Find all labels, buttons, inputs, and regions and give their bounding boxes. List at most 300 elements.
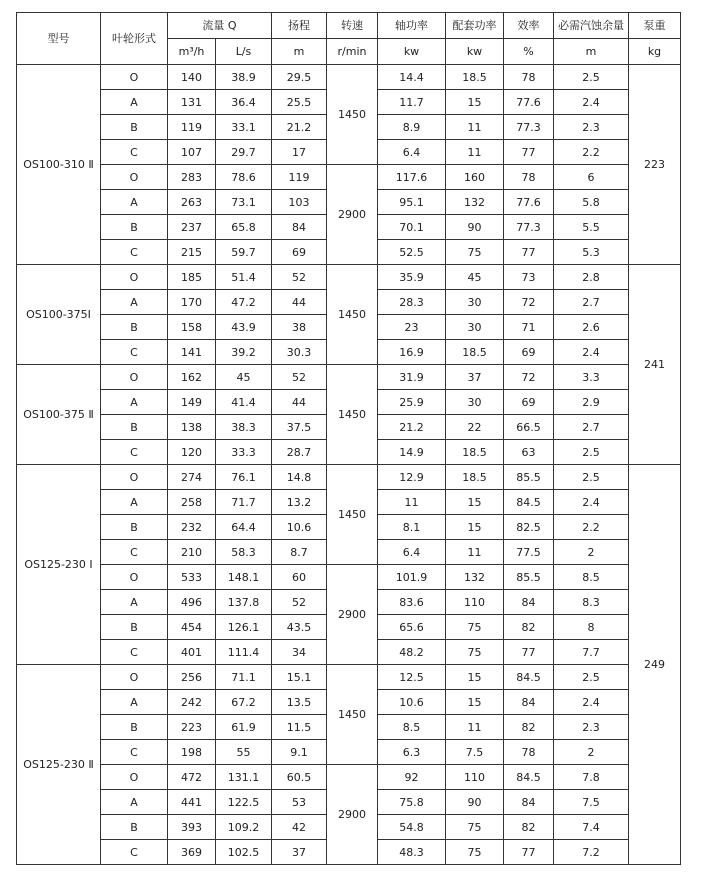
npshr: 6 — [554, 165, 629, 190]
flow-ls: 38.9 — [216, 65, 272, 90]
table-body — [17, 65, 681, 865]
speed-cell: 1450 — [327, 665, 378, 765]
impeller-type: A — [101, 490, 168, 515]
motor-power: 18.5 — [446, 440, 504, 465]
shaft-power: 35.9 — [378, 265, 446, 290]
unit-flow-ls: L/s — [216, 39, 272, 65]
flow-ls: 41.4 — [216, 390, 272, 415]
shaft-power: 8.5 — [378, 715, 446, 740]
flow-m3h: 170 — [168, 290, 216, 315]
impeller-type: C — [101, 640, 168, 665]
impeller-type: C — [101, 340, 168, 365]
shaft-power: 14.4 — [378, 65, 446, 90]
motor-power: 160 — [446, 165, 504, 190]
efficiency: 77.6 — [504, 190, 554, 215]
model-cell: OS125-230 Ⅰ — [17, 465, 101, 665]
table-row — [17, 365, 681, 390]
impeller-type: C — [101, 140, 168, 165]
flow-m3h: 496 — [168, 590, 216, 615]
flow-ls: 64.4 — [216, 515, 272, 540]
head: 15.1 — [272, 665, 327, 690]
flow-ls: 137.8 — [216, 590, 272, 615]
shaft-power: 83.6 — [378, 590, 446, 615]
motor-power: 11 — [446, 715, 504, 740]
npshr: 2.5 — [554, 440, 629, 465]
npshr: 7.2 — [554, 840, 629, 865]
head: 44 — [272, 290, 327, 315]
unit-flow-m3h: m³/h — [168, 39, 216, 65]
shaft-power: 117.6 — [378, 165, 446, 190]
unit-head: m — [272, 39, 327, 65]
shaft-power: 6.4 — [378, 140, 446, 165]
motor-power: 75 — [446, 640, 504, 665]
shaft-power: 6.3 — [378, 740, 446, 765]
npshr: 2.4 — [554, 90, 629, 115]
unit-efficiency: % — [504, 39, 554, 65]
efficiency: 77.3 — [504, 215, 554, 240]
motor-power: 18.5 — [446, 465, 504, 490]
efficiency: 77.6 — [504, 90, 554, 115]
motor-power: 132 — [446, 190, 504, 215]
flow-m3h: 533 — [168, 565, 216, 590]
efficiency: 66.5 — [504, 415, 554, 440]
head: 103 — [272, 190, 327, 215]
flow-m3h: 369 — [168, 840, 216, 865]
impeller-type: C — [101, 240, 168, 265]
flow-ls: 33.1 — [216, 115, 272, 140]
shaft-power: 25.9 — [378, 390, 446, 415]
efficiency: 71 — [504, 315, 554, 340]
npshr: 5.5 — [554, 215, 629, 240]
weight-cell: 249 — [629, 465, 681, 865]
npshr: 2.4 — [554, 690, 629, 715]
table-header — [17, 13, 681, 65]
npshr: 7.4 — [554, 815, 629, 840]
impeller-type: O — [101, 165, 168, 190]
shaft-power: 92 — [378, 765, 446, 790]
flow-ls: 67.2 — [216, 690, 272, 715]
npshr: 2.8 — [554, 265, 629, 290]
flow-m3h: 141 — [168, 340, 216, 365]
efficiency: 72 — [504, 290, 554, 315]
impeller-type: O — [101, 665, 168, 690]
motor-power: 30 — [446, 390, 504, 415]
impeller-type: C — [101, 840, 168, 865]
npshr: 3.3 — [554, 365, 629, 390]
header-model: 型号 — [17, 13, 101, 65]
motor-power: 90 — [446, 215, 504, 240]
motor-power: 110 — [446, 590, 504, 615]
npshr: 2 — [554, 740, 629, 765]
flow-ls: 55 — [216, 740, 272, 765]
motor-power: 15 — [446, 490, 504, 515]
flow-m3h: 256 — [168, 665, 216, 690]
impeller-type: A — [101, 590, 168, 615]
flow-ls: 59.7 — [216, 240, 272, 265]
table-row — [17, 265, 681, 290]
npshr: 2 — [554, 540, 629, 565]
impeller-type: B — [101, 815, 168, 840]
flow-m3h: 223 — [168, 715, 216, 740]
motor-power: 110 — [446, 765, 504, 790]
motor-power: 75 — [446, 840, 504, 865]
head: 34 — [272, 640, 327, 665]
motor-power: 7.5 — [446, 740, 504, 765]
impeller-type: B — [101, 615, 168, 640]
efficiency: 85.5 — [504, 465, 554, 490]
impeller-type: B — [101, 515, 168, 540]
head: 9.1 — [272, 740, 327, 765]
flow-ls: 45 — [216, 365, 272, 390]
header-efficiency: 效率 — [504, 13, 554, 39]
impeller-type: B — [101, 315, 168, 340]
flow-ls: 76.1 — [216, 465, 272, 490]
shaft-power: 95.1 — [378, 190, 446, 215]
unit-motor-power: kw — [446, 39, 504, 65]
npshr: 2.2 — [554, 515, 629, 540]
npshr: 7.7 — [554, 640, 629, 665]
impeller-type: O — [101, 765, 168, 790]
head: 38 — [272, 315, 327, 340]
flow-m3h: 274 — [168, 465, 216, 490]
efficiency: 78 — [504, 65, 554, 90]
motor-power: 37 — [446, 365, 504, 390]
npshr: 2.5 — [554, 465, 629, 490]
npshr: 2.9 — [554, 390, 629, 415]
shaft-power: 8.9 — [378, 115, 446, 140]
flow-ls: 47.2 — [216, 290, 272, 315]
pump-spec-table — [16, 12, 681, 865]
shaft-power: 31.9 — [378, 365, 446, 390]
flow-m3h: 198 — [168, 740, 216, 765]
motor-power: 75 — [446, 615, 504, 640]
shaft-power: 12.9 — [378, 465, 446, 490]
shaft-power: 70.1 — [378, 215, 446, 240]
head: 52 — [272, 265, 327, 290]
speed-cell: 2900 — [327, 765, 378, 865]
head: 44 — [272, 390, 327, 415]
flow-ls: 102.5 — [216, 840, 272, 865]
flow-ls: 38.3 — [216, 415, 272, 440]
flow-m3h: 149 — [168, 390, 216, 415]
flow-m3h: 185 — [168, 265, 216, 290]
motor-power: 30 — [446, 290, 504, 315]
flow-m3h: 263 — [168, 190, 216, 215]
head: 43.5 — [272, 615, 327, 640]
motor-power: 15 — [446, 90, 504, 115]
efficiency: 82 — [504, 715, 554, 740]
header-motor-power: 配套功率 — [446, 13, 504, 39]
flow-m3h: 454 — [168, 615, 216, 640]
flow-m3h: 162 — [168, 365, 216, 390]
speed-cell: 2900 — [327, 565, 378, 665]
npshr: 8 — [554, 615, 629, 640]
head: 37 — [272, 840, 327, 865]
flow-m3h: 215 — [168, 240, 216, 265]
flow-m3h: 131 — [168, 90, 216, 115]
table-row — [17, 165, 681, 190]
head: 10.6 — [272, 515, 327, 540]
head: 11.5 — [272, 715, 327, 740]
head: 119 — [272, 165, 327, 190]
flow-ls: 71.7 — [216, 490, 272, 515]
shaft-power: 52.5 — [378, 240, 446, 265]
shaft-power: 10.6 — [378, 690, 446, 715]
impeller-type: B — [101, 115, 168, 140]
shaft-power: 14.9 — [378, 440, 446, 465]
motor-power: 75 — [446, 240, 504, 265]
npshr: 5.8 — [554, 190, 629, 215]
efficiency: 78 — [504, 740, 554, 765]
shaft-power: 54.8 — [378, 815, 446, 840]
flow-ls: 78.6 — [216, 165, 272, 190]
flow-ls: 73.1 — [216, 190, 272, 215]
unit-npshr: m — [554, 39, 629, 65]
flow-ls: 126.1 — [216, 615, 272, 640]
flow-ls: 71.1 — [216, 665, 272, 690]
npshr: 2.5 — [554, 65, 629, 90]
shaft-power: 48.3 — [378, 840, 446, 865]
flow-m3h: 210 — [168, 540, 216, 565]
npshr: 2.4 — [554, 490, 629, 515]
npshr: 2.3 — [554, 115, 629, 140]
impeller-type: A — [101, 790, 168, 815]
head: 30.3 — [272, 340, 327, 365]
flow-m3h: 107 — [168, 140, 216, 165]
shaft-power: 101.9 — [378, 565, 446, 590]
flow-ls: 29.7 — [216, 140, 272, 165]
flow-m3h: 441 — [168, 790, 216, 815]
head: 60.5 — [272, 765, 327, 790]
shaft-power: 16.9 — [378, 340, 446, 365]
shaft-power: 21.2 — [378, 415, 446, 440]
efficiency: 84 — [504, 790, 554, 815]
head: 29.5 — [272, 65, 327, 90]
efficiency: 69 — [504, 390, 554, 415]
flow-m3h: 393 — [168, 815, 216, 840]
head: 52 — [272, 365, 327, 390]
impeller-type: A — [101, 290, 168, 315]
table-row — [17, 465, 681, 490]
impeller-type: O — [101, 365, 168, 390]
efficiency: 82 — [504, 615, 554, 640]
motor-power: 22 — [446, 415, 504, 440]
npshr: 8.5 — [554, 565, 629, 590]
flow-m3h: 120 — [168, 440, 216, 465]
efficiency: 63 — [504, 440, 554, 465]
motor-power: 15 — [446, 665, 504, 690]
impeller-type: O — [101, 465, 168, 490]
header-head: 扬程 — [272, 13, 327, 39]
motor-power: 11 — [446, 540, 504, 565]
impeller-type: C — [101, 540, 168, 565]
head: 13.5 — [272, 690, 327, 715]
efficiency: 82 — [504, 815, 554, 840]
motor-power: 90 — [446, 790, 504, 815]
npshr: 8.3 — [554, 590, 629, 615]
efficiency: 84.5 — [504, 665, 554, 690]
head: 53 — [272, 790, 327, 815]
head: 28.7 — [272, 440, 327, 465]
model-cell: OS100-375Ⅰ — [17, 265, 101, 365]
motor-power: 132 — [446, 565, 504, 590]
motor-power: 75 — [446, 815, 504, 840]
impeller-type: O — [101, 265, 168, 290]
efficiency: 85.5 — [504, 565, 554, 590]
efficiency: 78 — [504, 165, 554, 190]
motor-power: 18.5 — [446, 65, 504, 90]
efficiency: 84 — [504, 690, 554, 715]
efficiency: 82.5 — [504, 515, 554, 540]
flow-ls: 122.5 — [216, 790, 272, 815]
flow-m3h: 472 — [168, 765, 216, 790]
efficiency: 69 — [504, 340, 554, 365]
efficiency: 77 — [504, 640, 554, 665]
efficiency: 77 — [504, 140, 554, 165]
head: 37.5 — [272, 415, 327, 440]
motor-power: 18.5 — [446, 340, 504, 365]
flow-ls: 109.2 — [216, 815, 272, 840]
head: 69 — [272, 240, 327, 265]
table-row — [17, 665, 681, 690]
impeller-type: C — [101, 440, 168, 465]
flow-m3h: 232 — [168, 515, 216, 540]
head: 14.8 — [272, 465, 327, 490]
head: 8.7 — [272, 540, 327, 565]
flow-m3h: 401 — [168, 640, 216, 665]
speed-cell: 1450 — [327, 265, 378, 365]
npshr: 7.5 — [554, 790, 629, 815]
flow-ls: 43.9 — [216, 315, 272, 340]
npshr: 2.2 — [554, 140, 629, 165]
flow-m3h: 138 — [168, 415, 216, 440]
head: 13.2 — [272, 490, 327, 515]
npshr: 5.3 — [554, 240, 629, 265]
unit-speed: r/min — [327, 39, 378, 65]
shaft-power: 48.2 — [378, 640, 446, 665]
speed-cell: 1450 — [327, 465, 378, 565]
unit-shaft-power: kw — [378, 39, 446, 65]
head: 21.2 — [272, 115, 327, 140]
flow-ls: 148.1 — [216, 565, 272, 590]
table-row — [17, 65, 681, 90]
speed-cell: 1450 — [327, 365, 378, 465]
head: 42 — [272, 815, 327, 840]
shaft-power: 12.5 — [378, 665, 446, 690]
shaft-power: 75.8 — [378, 790, 446, 815]
flow-ls: 61.9 — [216, 715, 272, 740]
efficiency: 84 — [504, 590, 554, 615]
efficiency: 84.5 — [504, 765, 554, 790]
impeller-type: A — [101, 90, 168, 115]
motor-power: 11 — [446, 115, 504, 140]
npshr: 2.5 — [554, 665, 629, 690]
impeller-type: B — [101, 415, 168, 440]
flow-m3h: 158 — [168, 315, 216, 340]
motor-power: 45 — [446, 265, 504, 290]
shaft-power: 6.4 — [378, 540, 446, 565]
speed-cell: 2900 — [327, 165, 378, 265]
impeller-type: A — [101, 190, 168, 215]
head: 84 — [272, 215, 327, 240]
flow-ls: 131.1 — [216, 765, 272, 790]
efficiency: 77 — [504, 240, 554, 265]
motor-power: 15 — [446, 515, 504, 540]
head: 17 — [272, 140, 327, 165]
flow-ls: 58.3 — [216, 540, 272, 565]
flow-m3h: 258 — [168, 490, 216, 515]
shaft-power: 11 — [378, 490, 446, 515]
flow-ls: 36.4 — [216, 90, 272, 115]
shaft-power: 23 — [378, 315, 446, 340]
npshr: 2.7 — [554, 415, 629, 440]
efficiency: 77.3 — [504, 115, 554, 140]
impeller-type: A — [101, 690, 168, 715]
model-cell: OS125-230 Ⅱ — [17, 665, 101, 865]
impeller-type: A — [101, 390, 168, 415]
flow-ls: 33.3 — [216, 440, 272, 465]
npshr: 2.4 — [554, 340, 629, 365]
speed-cell: 1450 — [327, 65, 378, 165]
weight-cell: 241 — [629, 265, 681, 465]
flow-m3h: 140 — [168, 65, 216, 90]
motor-power: 30 — [446, 315, 504, 340]
npshr: 7.8 — [554, 765, 629, 790]
impeller-type: O — [101, 565, 168, 590]
header-flow: 流量 Q — [168, 13, 272, 39]
weight-cell: 223 — [629, 65, 681, 265]
efficiency: 77 — [504, 840, 554, 865]
header-impeller: 叶轮形式 — [101, 13, 168, 65]
model-cell: OS100-375 Ⅱ — [17, 365, 101, 465]
flow-ls: 111.4 — [216, 640, 272, 665]
flow-m3h: 237 — [168, 215, 216, 240]
head: 60 — [272, 565, 327, 590]
npshr: 2.6 — [554, 315, 629, 340]
table-row — [17, 565, 681, 590]
header-shaft-power: 轴功率 — [378, 13, 446, 39]
impeller-type: B — [101, 215, 168, 240]
efficiency: 84.5 — [504, 490, 554, 515]
shaft-power: 65.6 — [378, 615, 446, 640]
impeller-type: C — [101, 740, 168, 765]
flow-m3h: 242 — [168, 690, 216, 715]
shaft-power: 8.1 — [378, 515, 446, 540]
flow-ls: 39.2 — [216, 340, 272, 365]
npshr: 2.3 — [554, 715, 629, 740]
motor-power: 11 — [446, 140, 504, 165]
shaft-power: 28.3 — [378, 290, 446, 315]
unit-weight: kg — [629, 39, 681, 65]
head: 25.5 — [272, 90, 327, 115]
impeller-type: B — [101, 715, 168, 740]
pump-spec-sheet — [16, 12, 681, 865]
flow-ls: 51.4 — [216, 265, 272, 290]
efficiency: 77.5 — [504, 540, 554, 565]
impeller-type: O — [101, 65, 168, 90]
shaft-power: 11.7 — [378, 90, 446, 115]
motor-power: 15 — [446, 690, 504, 715]
head: 52 — [272, 590, 327, 615]
model-cell: OS100-310 Ⅱ — [17, 65, 101, 265]
header-speed: 转速 — [327, 13, 378, 39]
efficiency: 73 — [504, 265, 554, 290]
npshr: 2.7 — [554, 290, 629, 315]
header-weight: 泵重 — [629, 13, 681, 39]
table-row — [17, 765, 681, 790]
flow-ls: 65.8 — [216, 215, 272, 240]
header-npshr: 必需汽蚀余量 — [554, 13, 629, 39]
